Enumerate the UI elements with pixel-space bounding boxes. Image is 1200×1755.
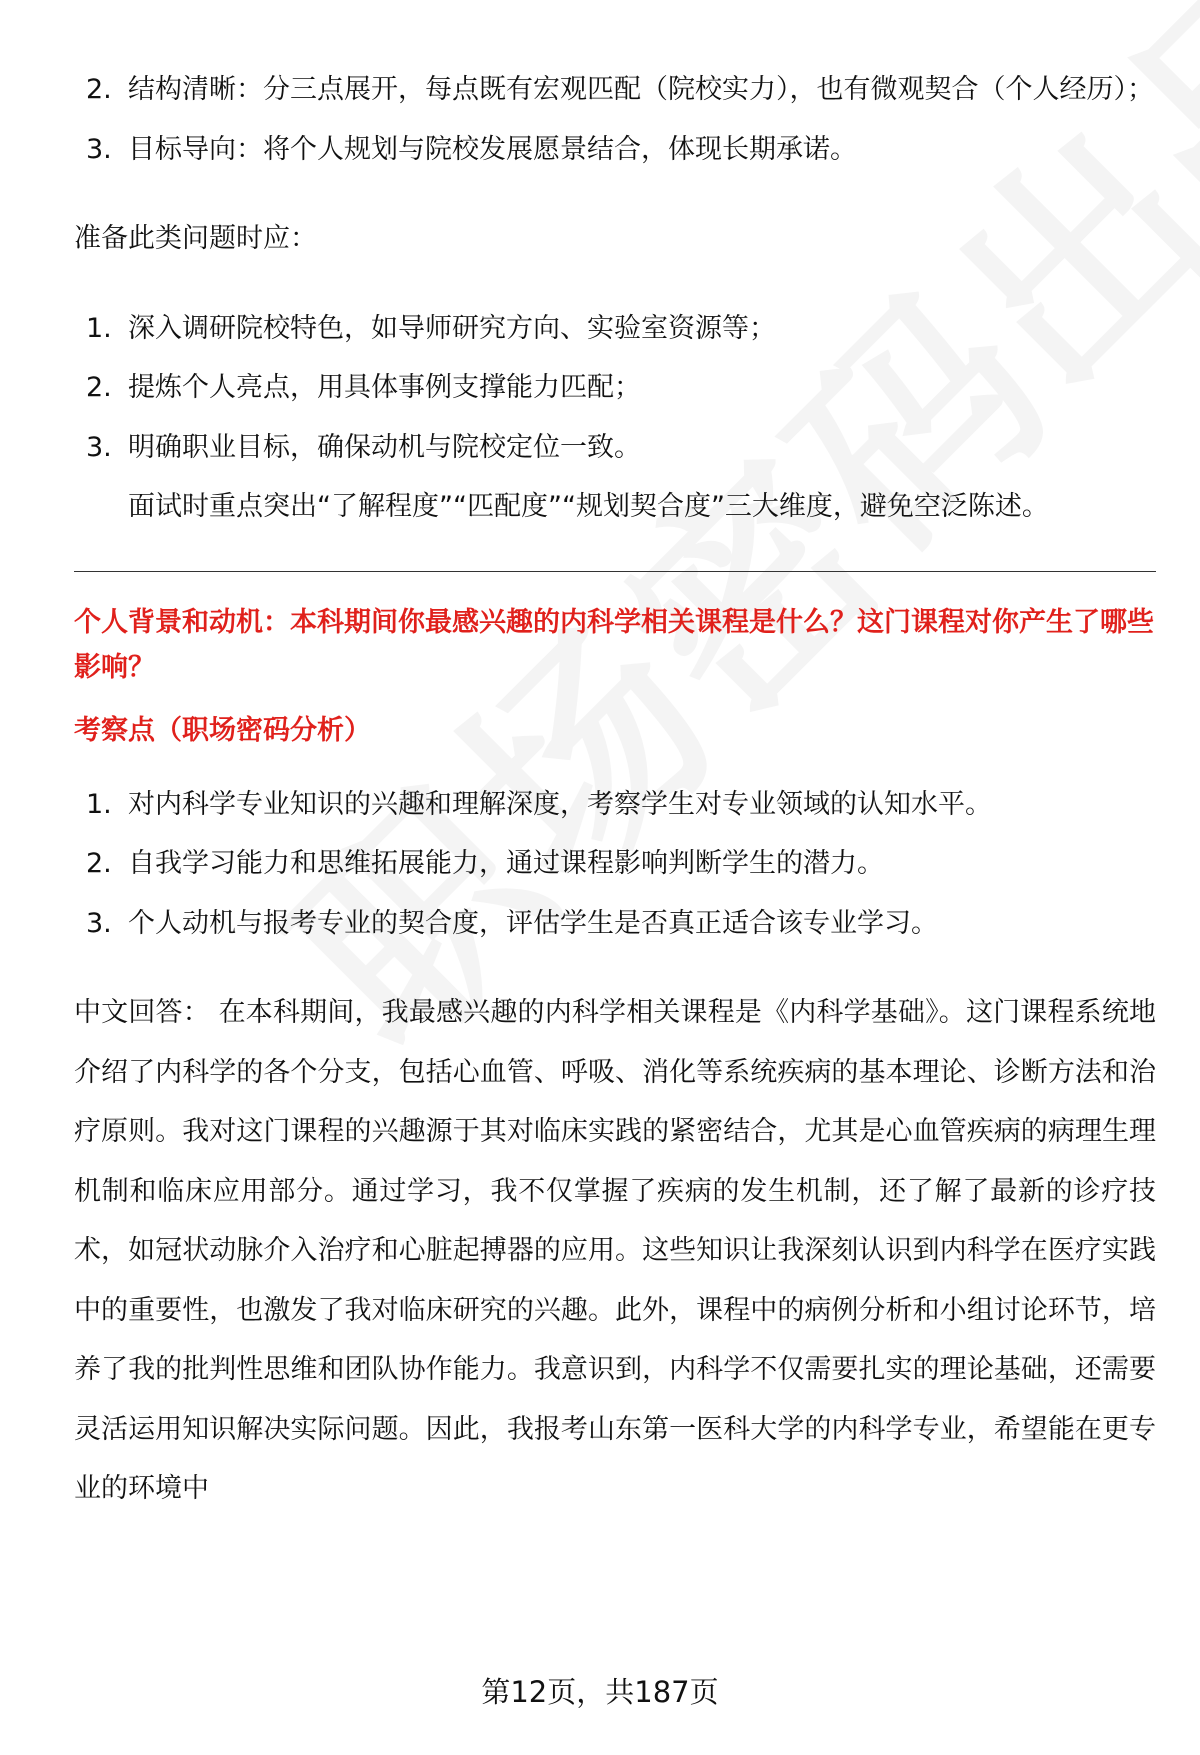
focus-heading: 考察点（职场密码分析） <box>74 714 371 746</box>
prep-note: 面试时重点突出“了解程度”“匹配度”“规划契合度”三大维度，避免空泛陈述。 <box>128 491 1049 522</box>
section-divider <box>74 571 1156 572</box>
list-number: 3. <box>86 133 112 165</box>
list-text: 结构清晰：分三点展开，每点既有宏观匹配（院校实力），也有微观契合（个人经历）； <box>128 74 1154 105</box>
list-item <box>74 418 1156 478</box>
list-item <box>74 299 1156 359</box>
list-text: 明确职业目标，确保动机与院校定位一致。 <box>128 431 641 463</box>
list-text: 自我学习能力和思维拓展能力，通过课程影响判断学生的潜力。 <box>128 848 884 879</box>
list-text: 深入调研院校特色，如导师研究方向、实验室资源等； <box>128 312 776 344</box>
list-text: 提炼个人亮点，用具体事例支撑能力匹配； <box>128 372 641 403</box>
list-text: 目标导向：将个人规划与院校发展愿景结合，体现长期承诺。 <box>128 133 857 165</box>
list-number: 3. <box>86 907 112 939</box>
page-content <box>74 60 1156 1519</box>
question-title: 个人背景和动机：本科期间你最感兴趣的内科学相关课程是什么？这门课程对你产生了哪些影响？ <box>74 606 1154 683</box>
prep-intro: 准备此类问题时应： <box>74 223 317 254</box>
list-number: 2. <box>86 372 112 403</box>
list-item <box>74 120 1156 180</box>
focus-list <box>74 775 1156 954</box>
list-item <box>74 775 1156 835</box>
list-text: 个人动机与报考专业的契合度，评估学生是否真正适合该专业学习。 <box>128 907 938 939</box>
prep-list <box>74 299 1156 478</box>
page-number: 第12页，共187页 <box>481 1675 719 1709</box>
list-text: 对内科学专业知识的兴趣和理解深度，考察学生对专业领域的认知水平。 <box>128 788 992 820</box>
section1-list <box>74 60 1156 179</box>
list-number: 1. <box>86 788 112 820</box>
list-number: 1. <box>86 312 112 344</box>
list-number: 2. <box>86 848 112 879</box>
answer-paragraph: 中文回答： 在本科期间，我最感兴趣的内科学相关课程是《内科学基础》。这门课程系统地介绍了内科学的各个分支，包括心血管、呼吸、消化等系统疾病的基本理论、诊断方法和治疗原则。我对这门课程的兴趣源于其对临床实践的紧密结合，尤其是心血管疾病的病理生理机制和临床应用部分。通过学习，我不仅掌握了疾病的发生机制，还了解了最新的诊疗技术，如冠状动脉介入治疗和心脏起搏器的应用。这些知识让我深刻认识到内科学在医疗实践中的重要性，也激发了我对临床研究的兴趣。此外，课程中的病例分析和小组讨论环节，培养了我的批判性思维和团队协作能力。我意识到，内科学不仅需要扎实的理论基础，还需要灵活运用知识解决实际问题。因此，我报考山东第一医科大学的内科学专业，希望能在更专业的环境中 <box>74 997 1156 1504</box>
list-item <box>74 834 1156 894</box>
list-item <box>74 894 1156 954</box>
list-item <box>74 358 1156 418</box>
list-number: 3. <box>86 431 112 463</box>
list-number: 2. <box>86 74 112 105</box>
list-item <box>74 60 1156 120</box>
